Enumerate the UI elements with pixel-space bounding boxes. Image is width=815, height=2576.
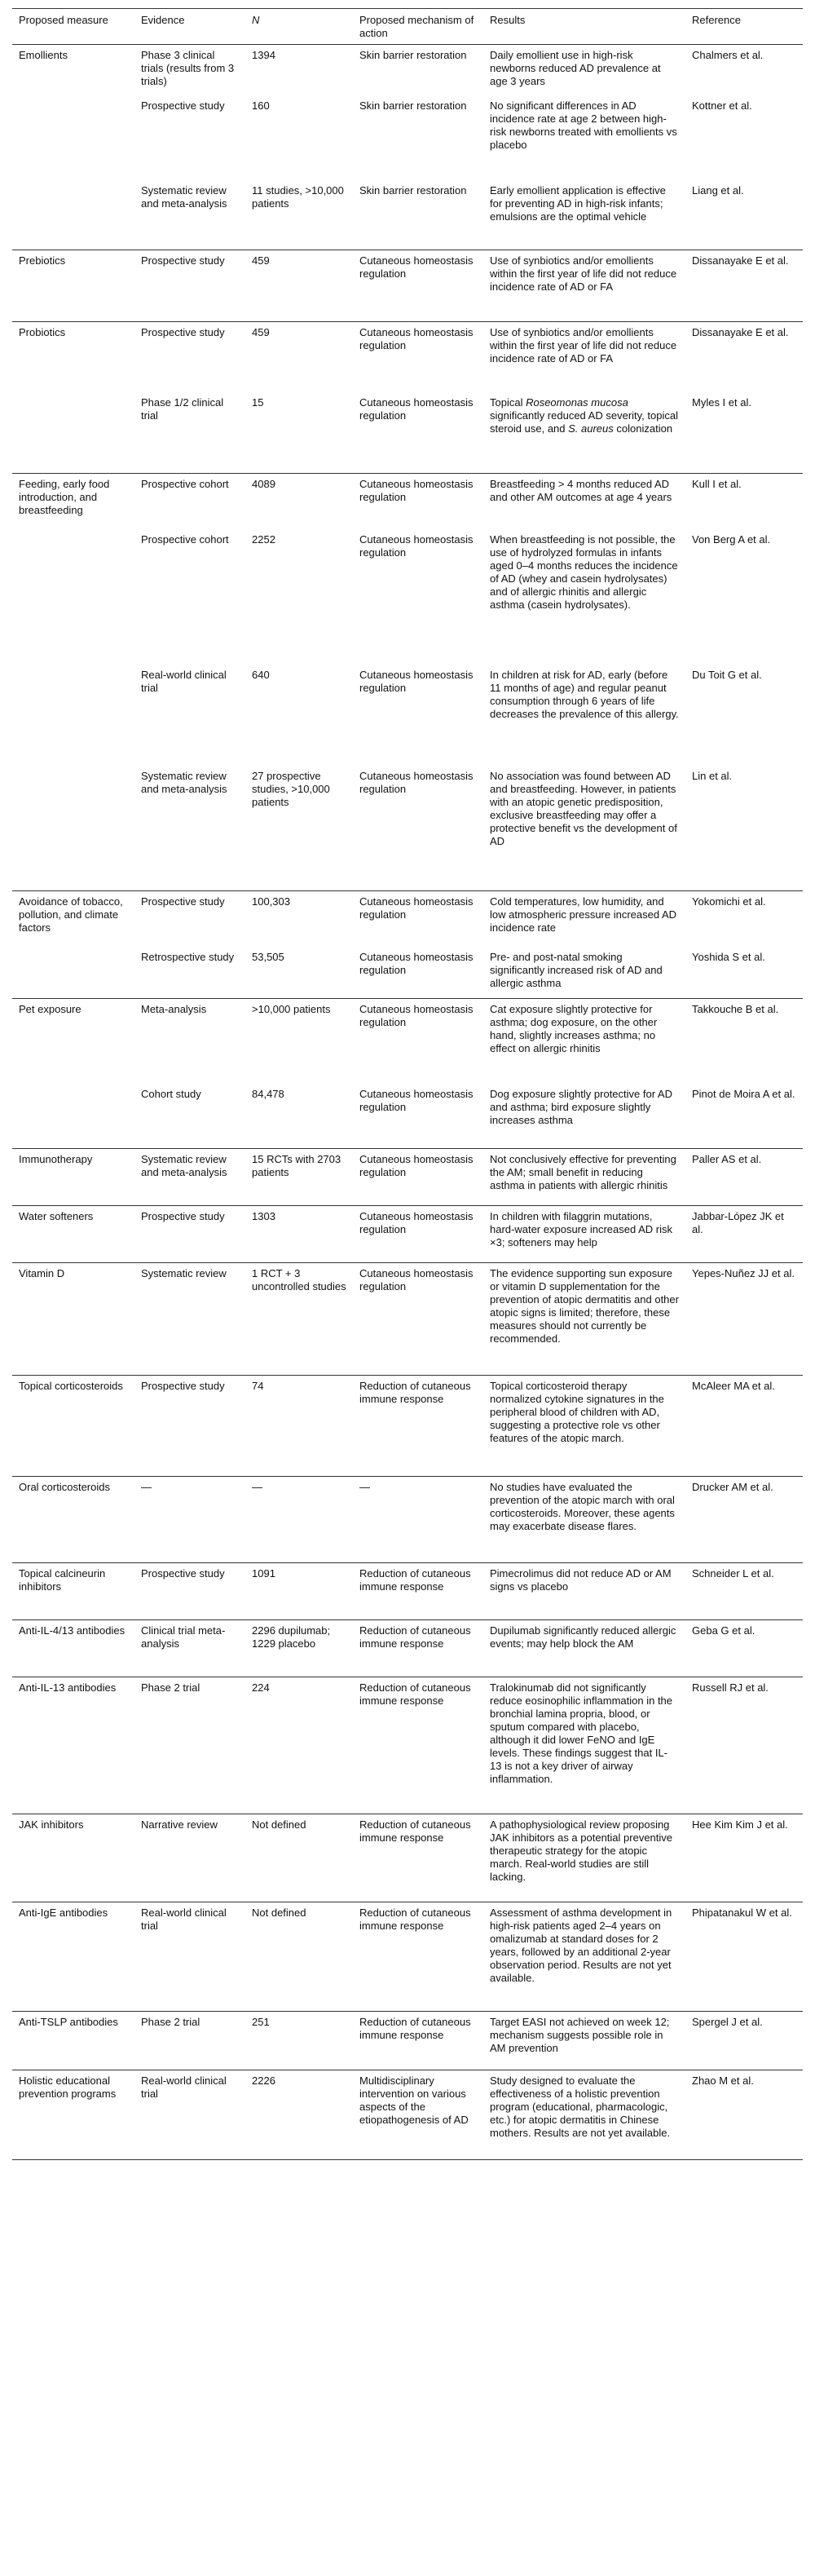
cell-mechanism: Cutaneous homeostasis regulation	[353, 1263, 483, 1376]
cell-measure: Immunotherapy	[12, 1149, 134, 1206]
cell-evidence: —	[134, 1477, 245, 1563]
cell-mechanism: Reduction of cutaneous immune response	[353, 1814, 483, 1902]
cell-n: 251	[245, 2012, 353, 2070]
cell-evidence: Systematic review and meta-analysis	[134, 1149, 245, 1206]
cell-reference: Spergel J et al.	[685, 2012, 803, 2070]
cell-reference: Dissanayake E et al.	[685, 250, 803, 322]
cell-mechanism: Cutaneous homeostasis regulation	[353, 999, 483, 1084]
cell-results: Pimecrolimus did not reduce AD or AM signs vs placebo	[483, 1563, 685, 1620]
cell-reference: Pinot de Moira A et al.	[692, 1087, 795, 1100]
table-row	[12, 322, 803, 392]
table-row	[12, 95, 803, 180]
header-results: Results	[483, 9, 685, 45]
cell-evidence: Prospective study	[134, 250, 245, 322]
cell-evidence: Meta-analysis	[134, 999, 245, 1084]
cell-evidence: Prospective study	[134, 1206, 245, 1263]
cell-n: 84,478	[252, 1087, 284, 1100]
cell-measure: Avoidance of tobacco, pollution, and climate factors	[12, 891, 134, 947]
cell-measure	[12, 392, 134, 474]
cell-evidence: Prospective study	[134, 1376, 245, 1477]
cell-n: 15 RCTs with 2703 patients	[245, 1149, 353, 1206]
cell-evidence: Prospective cohort	[134, 474, 245, 529]
cell-results: No association was found between AD and breastfeeding. However, in patients with an atopic genetic predisposition, exclusive breastfeeding may offer a protective benefit vs the development of AD	[490, 769, 677, 847]
cell-reference: Yoshida S et al.	[692, 950, 765, 963]
cell-results: The evidence supporting sun exposure or vitamin D supplementation for the prevention of atopic dermatitis and other atopic signs is limited; therefore, these measures should not currently be recommended.	[483, 1263, 685, 1376]
cell-reference: Kull I et al.	[685, 474, 803, 529]
cell-n: 2296 dupilumab; 1229 placebo	[245, 1620, 353, 1677]
cell-n: 1 RCT + 3 uncontrolled studies	[245, 1263, 353, 1376]
cell-reference: Takkouche B et al.	[685, 999, 803, 1084]
cell-evidence: Prospective study	[134, 322, 245, 392]
cell-mechanism: Cutaneous homeostasis regulation	[353, 1149, 483, 1206]
cell-n: 224	[245, 1677, 353, 1814]
table-row	[12, 1084, 803, 1149]
cell-results: Not conclusively effective for preventing the AM; small benefit in reducing asthma in patients with allergic rhinitis	[483, 1149, 685, 1206]
cell-reference: Yokomichi et al.	[685, 891, 803, 947]
cell-evidence: Narrative review	[134, 1814, 245, 1902]
cell-reference: Jabbar-López JK et al.	[685, 1206, 803, 1263]
cell-results: No studies have evaluated the prevention of the atopic march with oral corticosteroids. Moreover, these agents may exacerbate disease flares.	[483, 1477, 685, 1563]
cell-n: 15	[252, 395, 264, 409]
table-row	[12, 947, 803, 999]
cell-evidence: Prospective study	[141, 99, 225, 112]
cell-measure: Anti-TSLP antibodies	[12, 2012, 134, 2070]
cell-evidence: Phase 2 trial	[134, 1677, 245, 1814]
cell-measure: Topical corticosteroids	[12, 1376, 134, 1477]
cell-n: 27 prospective studies, >10,000 patients	[252, 769, 330, 808]
cell-n: 1394	[252, 49, 275, 61]
cell-measure	[12, 180, 134, 250]
cell-measure: Anti-IL-13 antibodies	[12, 1677, 134, 1814]
cell-results: Topical Roseomonas mucosa significantly reduced AD severity, topical steroid use, and S. aureus colonization	[490, 395, 678, 435]
cell-mechanism: Reduction of cutaneous immune response	[353, 1563, 483, 1620]
cell-evidence: Prospective cohort	[141, 532, 229, 546]
cell-measure: Emollients	[19, 49, 68, 61]
table-row	[12, 392, 803, 474]
cell-measure: Feeding, early food introduction, and breastfeeding	[12, 474, 134, 529]
cell-results: Use of synbiotics and/or emollients within the first year of life did not reduce incidence rate of AD or FA	[483, 322, 685, 392]
cell-reference: Chalmers et al.	[692, 49, 764, 61]
cell-mechanism: Reduction of cutaneous immune response	[353, 2012, 483, 2070]
table-row	[12, 665, 803, 766]
cell-measure	[12, 95, 134, 180]
cell-mechanism: Cutaneous homeostasis regulation	[359, 395, 474, 422]
cell-results: Dupilumab significantly reduced allergic events; may help block the AM	[483, 1620, 685, 1677]
header-reference: Reference	[685, 9, 803, 45]
cell-results: Study designed to evaluate the effectiveness of a holistic prevention program (educational, pharmacologic, etc.) for atopic dermatitis in Chinese mothers. Results are not yet available.	[483, 2070, 685, 2160]
cell-n: 53,505	[252, 950, 284, 963]
cell-mechanism: Cutaneous homeostasis regulation	[359, 950, 474, 976]
cell-reference: Lin et al.	[692, 769, 733, 782]
cell-reference: Schneider L et al.	[685, 1563, 803, 1620]
cell-measure	[12, 766, 134, 891]
cell-n: 2252	[252, 532, 275, 546]
cell-n: Not defined	[245, 1814, 353, 1902]
header-measure: Proposed measure	[12, 9, 134, 45]
cell-n: 2226	[245, 2070, 353, 2160]
header-mechanism: Proposed mechanism of action	[353, 9, 483, 45]
cell-mechanism: Reduction of cutaneous immune response	[353, 1376, 483, 1477]
cell-mechanism: Cutaneous homeostasis regulation	[359, 668, 474, 694]
cell-evidence: Cohort study	[141, 1087, 201, 1100]
table-row	[12, 180, 803, 250]
cell-measure: Holistic educational prevention programs	[12, 2070, 134, 2160]
cell-results: Early emollient application is effective for preventing AD in high-risk infants; emulsions are the optimal vehicle	[490, 183, 666, 223]
cell-reference: Hee Kim Kim J et al.	[685, 1814, 803, 1902]
cell-results: Cat exposure slightly protective for asthma; dog exposure, on the other hand, slightly increases asthma; no effect on allergic rhinitis	[483, 999, 685, 1084]
cell-evidence: Real-world clinical trial	[141, 668, 227, 694]
cell-reference: Drucker AM et al.	[685, 1477, 803, 1563]
cell-results: In children at risk for AD, early (before 11 months of age) and regular peanut consumption through 6 years of life decreases the prevalence of this allergy.	[490, 668, 679, 720]
cell-measure: Probiotics	[12, 322, 134, 392]
cell-n: 74	[245, 1376, 353, 1477]
cell-n: Not defined	[245, 1902, 353, 2012]
table-row	[12, 474, 803, 529]
cell-mechanism: Cutaneous homeostasis regulation	[353, 1206, 483, 1263]
cell-reference: Russell RJ et al.	[685, 1677, 803, 1814]
cell-measure	[12, 1084, 134, 1149]
table-row	[12, 2070, 803, 2160]
cell-results: Use of synbiotics and/or emollients within the first year of life did not reduce incidence rate of AD or FA	[483, 250, 685, 322]
cell-evidence: Real-world clinical trial	[134, 1902, 245, 2012]
cell-n: 160	[252, 99, 270, 112]
table-header-row	[12, 9, 803, 45]
table-row	[12, 1376, 803, 1477]
cell-evidence: Systematic review	[134, 1263, 245, 1376]
cell-n: >10,000 patients	[245, 999, 353, 1084]
cell-reference: McAleer MA et al.	[685, 1376, 803, 1477]
cell-evidence: Retrospective study	[141, 950, 235, 963]
cell-mechanism: Cutaneous homeostasis regulation	[353, 474, 483, 529]
cell-mechanism: Skin barrier restoration	[359, 49, 467, 61]
cell-mechanism: Cutaneous homeostasis regulation	[353, 891, 483, 947]
cell-reference: Yepes-Nuñez JJ et al.	[685, 1263, 803, 1376]
cell-results: Topical corticosteroid therapy normalized cytokine signatures in the peripheral blood of children with AD, suggesting a protective role vs other features of the atopic march.	[483, 1376, 685, 1477]
cell-reference: Kottner et al.	[692, 99, 752, 112]
cell-evidence: Phase 2 trial	[134, 2012, 245, 2070]
cell-measure: Oral corticosteroids	[12, 1477, 134, 1563]
cell-evidence: Prospective study	[134, 1563, 245, 1620]
cell-mechanism: Cutaneous homeostasis regulation	[353, 250, 483, 322]
cell-reference: Du Toit G et al.	[692, 668, 762, 681]
cell-n: 11 studies, >10,000 patients	[252, 183, 344, 210]
cell-results: In children with filaggrin mutations, hard-water exposure increased AD risk ×3; softeners may help	[483, 1206, 685, 1263]
cell-reference: Geba G et al.	[685, 1620, 803, 1677]
cell-mechanism: Skin barrier restoration	[359, 99, 467, 112]
cell-measure	[12, 947, 134, 999]
cell-mechanism: Cutaneous homeostasis regulation	[359, 532, 474, 559]
cell-evidence: Real-world clinical trial	[134, 2070, 245, 2160]
cell-reference: Dissanayake E et al.	[685, 322, 803, 392]
cell-measure	[12, 529, 134, 665]
cell-evidence: Prospective study	[134, 891, 245, 947]
cell-mechanism: Cutaneous homeostasis regulation	[359, 769, 474, 795]
header-n: N	[245, 9, 353, 45]
table-row	[12, 1149, 803, 1206]
cell-measure: Pet exposure	[12, 999, 134, 1084]
cell-measure: Prebiotics	[12, 250, 134, 322]
table-row	[12, 1620, 803, 1677]
cell-n: 1091	[245, 1563, 353, 1620]
cell-mechanism: Reduction of cutaneous immune response	[353, 1902, 483, 2012]
cell-mechanism: Reduction of cutaneous immune response	[353, 1677, 483, 1814]
cell-results: Breastfeeding > 4 months reduced AD and other AM outcomes at age 4 years	[483, 474, 685, 529]
cell-mechanism: Cutaneous homeostasis regulation	[359, 1087, 474, 1113]
table-row	[12, 1563, 803, 1620]
cell-reference: Paller AS et al.	[685, 1149, 803, 1206]
table-row	[12, 2012, 803, 2070]
table-row	[12, 250, 803, 322]
cell-results: Assessment of asthma development in high-risk patients aged 2–4 years on omalizumab at standard doses for 2 years, followed by an additional 2-year observation period. Results are not yet available.	[483, 1902, 685, 2012]
cell-n: 640	[252, 668, 270, 681]
table-row	[12, 1477, 803, 1563]
cell-results: Pre- and post-natal smoking significantly increased risk of AD and allergic asthma	[490, 950, 663, 989]
cell-measure: Anti-IgE antibodies	[12, 1902, 134, 2012]
cell-reference: Liang et al.	[692, 183, 744, 197]
cell-n: 459	[245, 250, 353, 322]
cell-reference: Zhao M et al.	[685, 2070, 803, 2160]
cell-results: When breastfeeding is not possible, the use of hydrolyzed formulas in infants aged 0–4 months reduces the incidence of AD (whey and casein hydrolysates) and of allergic rhinitis and allergic asthma (casein hydrolysates).	[490, 532, 678, 611]
table-row	[12, 1814, 803, 1902]
cell-evidence: Phase 1/2 clinical trial	[141, 395, 224, 422]
cell-measure	[12, 665, 134, 766]
cell-results: Daily emollient use in high-risk newborns reduced AD prevalence at age 3 years	[490, 49, 661, 87]
cell-reference: Phipatanakul W et al.	[685, 1902, 803, 2012]
cell-n: 100,303	[245, 891, 353, 947]
cell-n: —	[245, 1477, 353, 1563]
cell-evidence: Clinical trial meta-analysis	[134, 1620, 245, 1677]
cell-measure: Anti-IL-4/13 antibodies	[12, 1620, 134, 1677]
cell-n: 459	[245, 322, 353, 392]
prevention-measures-table	[12, 8, 803, 2160]
cell-results: Cold temperatures, low humidity, and low atmospheric pressure increased AD incidence rate	[483, 891, 685, 947]
table-row	[12, 1902, 803, 2012]
cell-results: Target EASI not achieved on week 12; mechanism suggests possible role in AM prevention	[483, 2012, 685, 2070]
cell-measure: JAK inhibitors	[12, 1814, 134, 1902]
cell-results: No significant differences in AD incidence rate at age 2 between high-risk newborns treated with emollients vs placebo	[490, 99, 677, 151]
cell-measure: Topical calcineurin inhibitors	[12, 1563, 134, 1620]
cell-results: A pathophysiological review proposing JAK inhibitors as a potential preventive therapeutic strategy for the atopic march. Real-world studies are still lacking.	[483, 1814, 685, 1902]
cell-mechanism: Cutaneous homeostasis regulation	[353, 322, 483, 392]
cell-evidence: Systematic review and meta-analysis	[141, 183, 227, 210]
cell-results: Dog exposure slightly protective for AD and asthma; bird exposure slightly increases asthma	[490, 1087, 672, 1126]
table-row	[12, 1206, 803, 1263]
header-evidence: Evidence	[134, 9, 245, 45]
table-row	[12, 999, 803, 1084]
table-row	[12, 1677, 803, 1814]
cell-n: 4089	[245, 474, 353, 529]
cell-n: 1303	[245, 1206, 353, 1263]
table-body	[12, 45, 803, 2160]
cell-evidence: Systematic review and meta-analysis	[141, 769, 227, 795]
cell-measure: Water softeners	[12, 1206, 134, 1263]
cell-mechanism: Multidisciplinary intervention on various aspects of the etiopathogenesis of AD	[353, 2070, 483, 2160]
cell-reference: Von Berg A et al.	[692, 532, 771, 546]
table-row	[12, 766, 803, 891]
table-row	[12, 1263, 803, 1376]
cell-mechanism: —	[353, 1477, 483, 1563]
cell-reference: Myles I et al.	[692, 395, 751, 409]
table-row	[12, 891, 803, 947]
table-row	[12, 529, 803, 665]
cell-mechanism: Skin barrier restoration	[359, 183, 467, 197]
cell-measure: Vitamin D	[12, 1263, 134, 1376]
cell-results: Tralokinumab did not significantly reduce eosinophilic inflammation in the bronchial lamina propria, blood, or sputum compared with placebo, although it did lower FeNO and IgE levels. These findings suggest that IL-13 is not a key driver of airway inflammation.	[483, 1677, 685, 1814]
cell-mechanism: Reduction of cutaneous immune response	[353, 1620, 483, 1677]
table-row	[12, 45, 803, 95]
cell-evidence: Phase 3 clinical trials (results from 3 trials)	[141, 49, 235, 87]
